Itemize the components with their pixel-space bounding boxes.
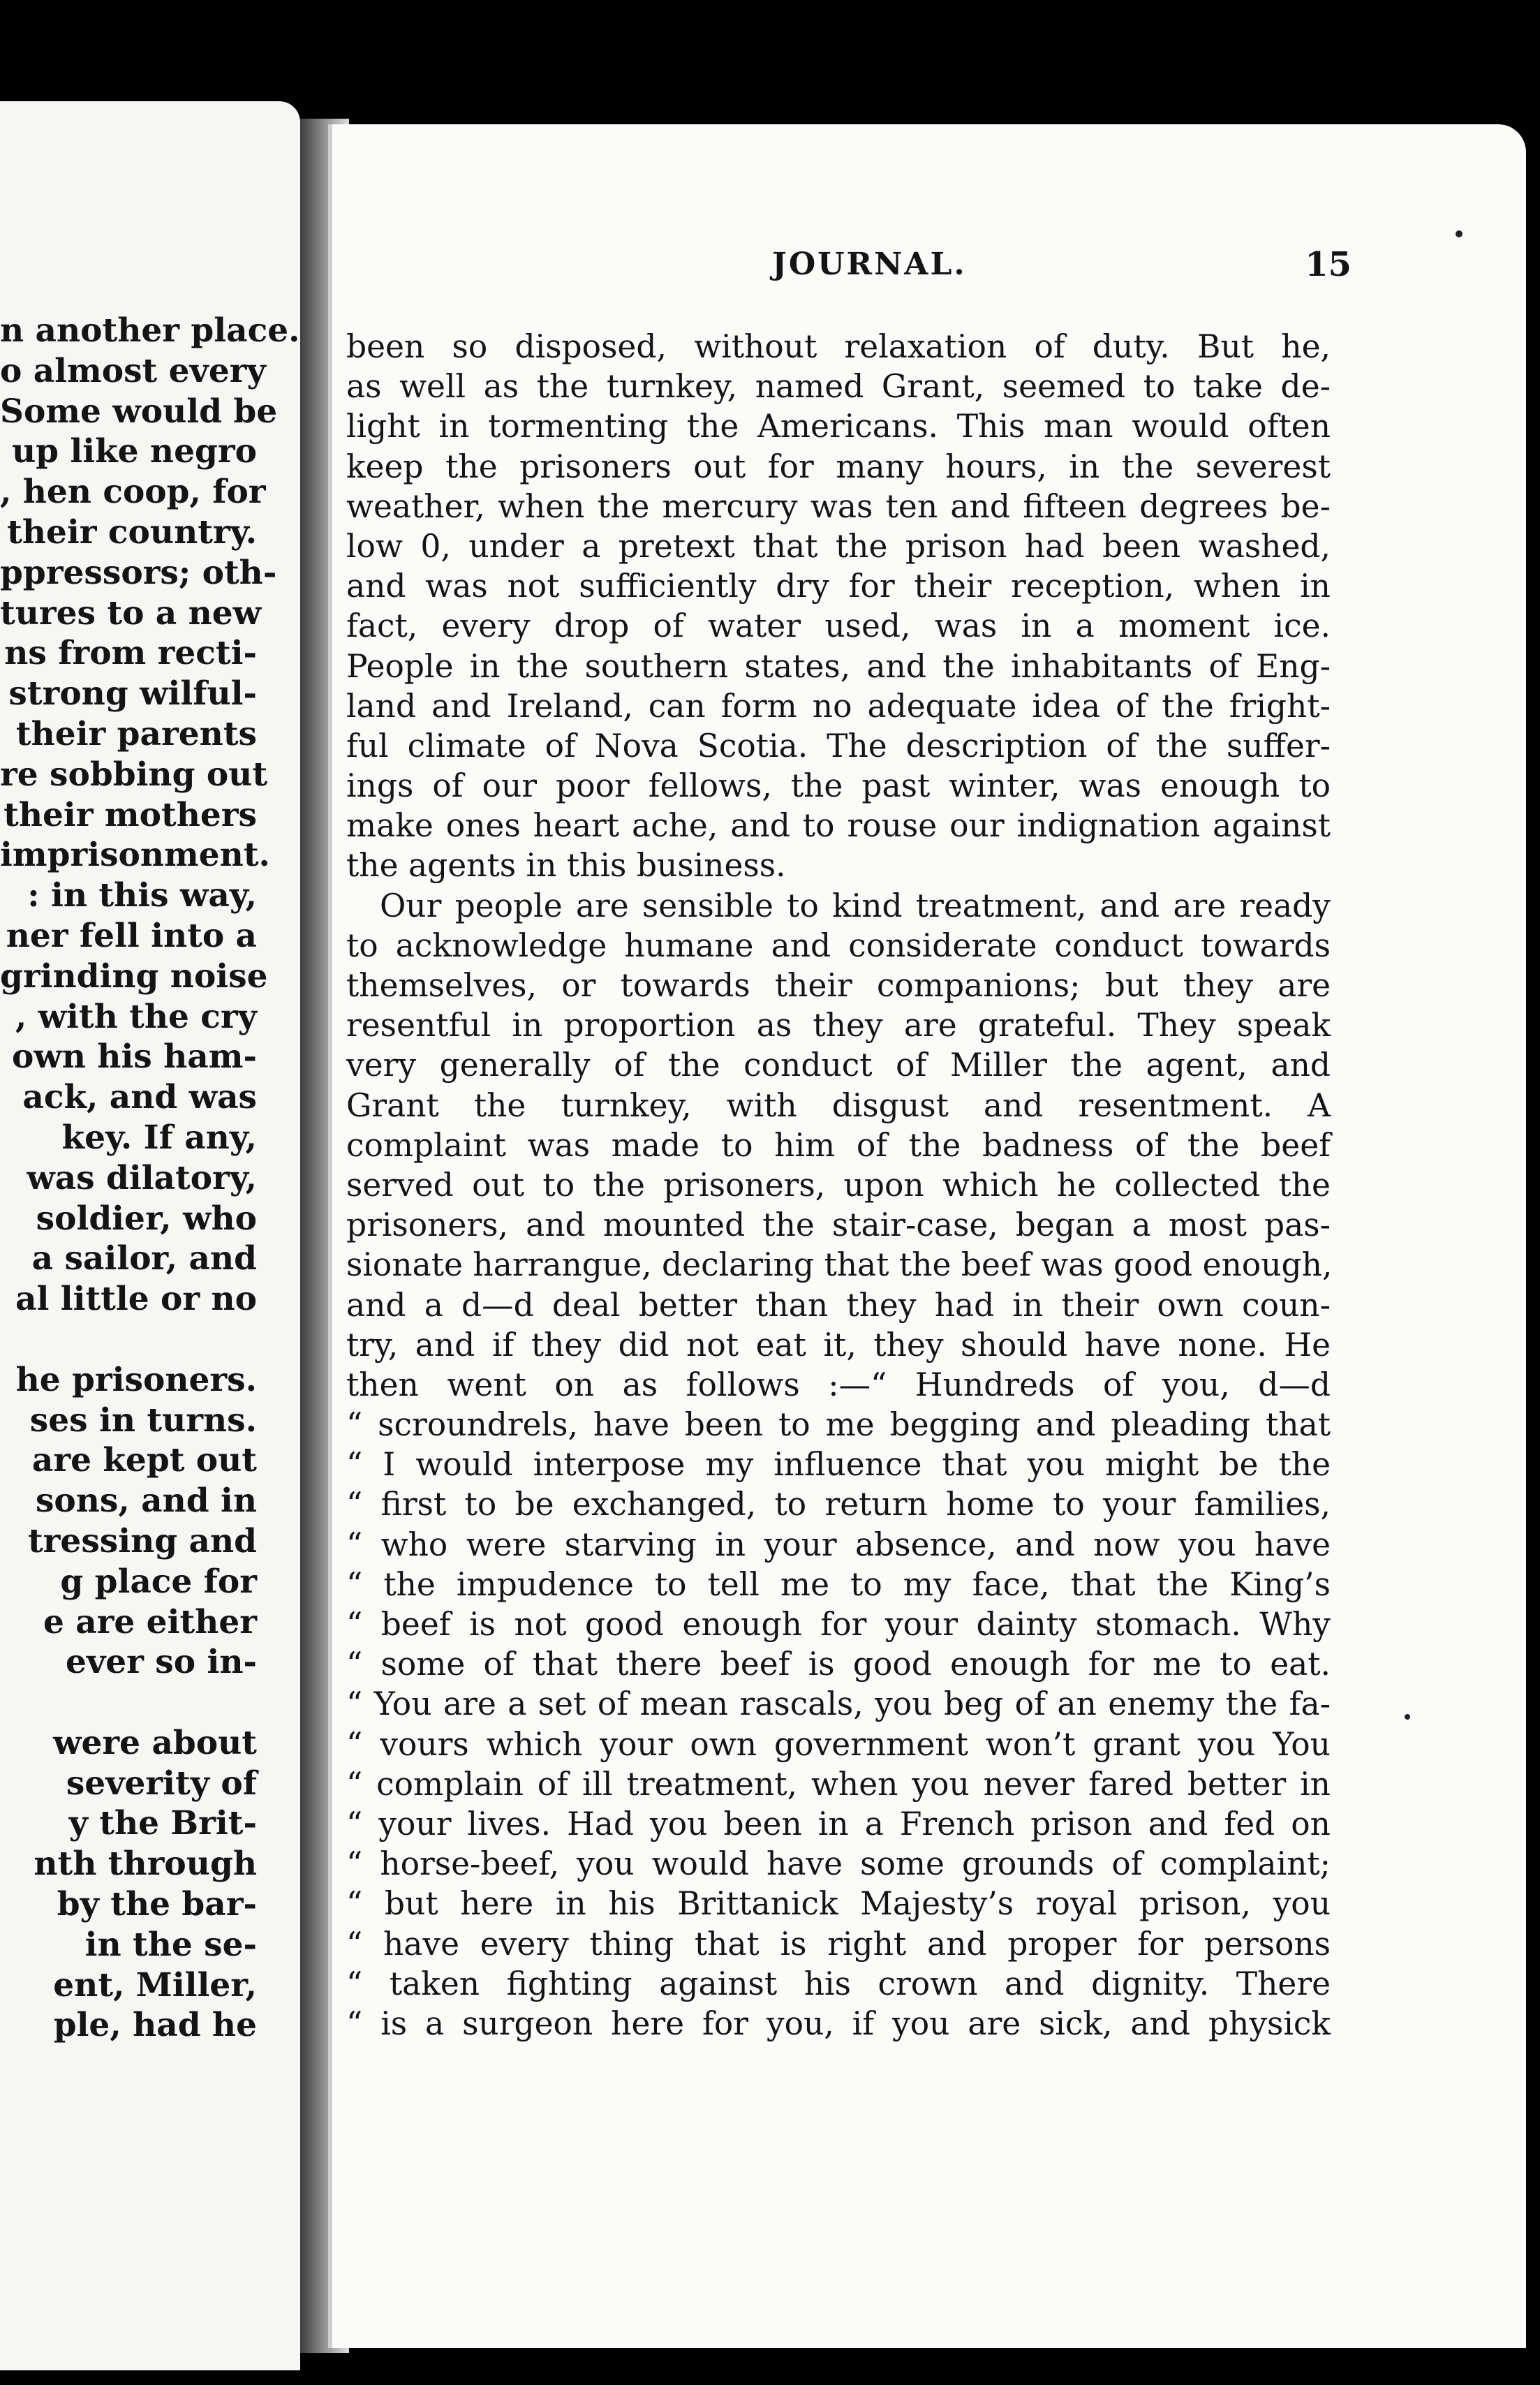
text-line: to acknowledge humane and considerate conduct towards (346, 926, 1331, 964)
left-page-line: are kept out (31, 1441, 257, 1480)
left-page-line: sons, and in (35, 1482, 257, 1521)
text-line: as well as the turnkey, named Grant, seemed to take de- (346, 368, 1331, 406)
text-line: and a d—d deal better than they had in their own coun- (346, 1286, 1331, 1324)
text-line: “ but here in his Brittanick Majesty’s royal prison, you (346, 1885, 1331, 1923)
left-page-line: a sailor, and (31, 1239, 257, 1278)
text-line: then went on as follows :—“ Hundreds of you, d—d (346, 1366, 1331, 1403)
text-line: “ your lives. Had you been in a French prison and fed on (346, 1805, 1331, 1843)
text-line: keep the prisoners out for many hours, in the severest (346, 448, 1331, 485)
text-line: “ have every thing that is right and proper for persons (346, 1925, 1331, 1963)
left-page-line: Some would be (0, 392, 278, 431)
left-page-line (0, 1683, 300, 1723)
text-line: complaint was made to him of the badness of the beef (346, 1126, 1331, 1164)
text-line: ful climate of Nova Scotia. The description of the suffer- (346, 727, 1331, 765)
left-page-line: ppressors; oth- (0, 553, 277, 592)
text-line: “ You are a set of mean rascals, you beg of an enemy the fa- (346, 1685, 1331, 1723)
text-line: “ horse-beef, you would have some grounds of complaint; (346, 1845, 1331, 1883)
left-page-line: severity of (66, 1764, 257, 1803)
text-line: fact, every drop of water used, was in a moment ice. (346, 607, 1331, 645)
page-number: 15 (1305, 245, 1352, 284)
text-line: “ vours which your own government won’t grant you You (346, 1725, 1331, 1763)
text-line: try, and if they did not eat it, they should have none. He (346, 1326, 1331, 1364)
text-line: very generally of the conduct of Miller the agent, and (346, 1047, 1331, 1084)
text-line: Grant the turnkey, with disgust and resentment. A (346, 1086, 1331, 1124)
left-page-line: , hen coop, for (0, 473, 266, 512)
right-page (328, 124, 1526, 2348)
text-line: “ some of that there beef is good enough for me to eat. (346, 1646, 1331, 1683)
text-line: make ones heart ache, and to rouse our indignation against (346, 807, 1331, 845)
left-page-line: own his ham- (11, 1038, 257, 1077)
text-line: “ beef is not good enough for your dainty stomach. Why (346, 1606, 1331, 1643)
text-line: themselves, or towards their companions; but they are (346, 967, 1331, 1004)
left-page-line: al little or no (15, 1280, 257, 1319)
left-page-line: ack, and was (22, 1078, 257, 1117)
text-line: the agents in this business. (346, 847, 786, 885)
left-page-line: grinding noise (0, 957, 268, 996)
left-page-line: ner fell into a (6, 916, 257, 955)
left-page-line: tressing and (27, 1521, 257, 1560)
text-line: sionate harrangue, declaring that the beef was good enough, (346, 1246, 1333, 1284)
text-line: low 0, under a pretext that the prison had been washed, (346, 527, 1331, 565)
left-page-line: key. If any, (61, 1118, 257, 1157)
left-page-line: by the bar- (57, 1885, 257, 1924)
left-page-line: was dilatory, (27, 1158, 257, 1197)
text-line: Our people are sensible to kind treatment, and are ready (380, 887, 1331, 924)
text-line: resentful in proportion as they are grateful. They speak (346, 1007, 1331, 1044)
left-page-line: their mothers (3, 795, 257, 834)
left-page-line: ple, had he (53, 2006, 257, 2045)
running-title: JOURNAL. (772, 246, 967, 282)
left-page-line: their country. (7, 512, 257, 552)
left-page-line (0, 1320, 300, 1360)
text-line: People in the southern states, and the inhabitants of Eng- (346, 647, 1331, 685)
left-page-line: g place for (60, 1562, 257, 1601)
left-page-line: n another place. (0, 311, 300, 350)
text-line: light in tormenting the Americans. This man would often (346, 408, 1331, 445)
speck-mark (1456, 230, 1463, 237)
left-page-line: their parents (15, 714, 257, 753)
left-page-line: o almost every (0, 351, 266, 390)
left-page-line: up like negro (12, 432, 257, 471)
left-page-line: e are either (43, 1602, 257, 1641)
text-line: served out to the prisoners, upon which he collected the (346, 1166, 1331, 1204)
left-page-line: ever so in- (66, 1643, 257, 1682)
text-line: land and Ireland, can form no adequate idea of the fright- (346, 687, 1331, 725)
text-line: “ first to be exchanged, to return home to your families, (346, 1486, 1331, 1523)
left-page-line: in the se- (84, 1925, 257, 1964)
text-line: “ I would interpose my influence that you might be the (346, 1446, 1331, 1484)
text-line: “ scroundrels, have been to me begging and pleading that (346, 1406, 1331, 1444)
text-line: “ is a surgeon here for you, if you are sick, and physick (346, 2004, 1331, 2042)
left-page-line: he prisoners. (15, 1360, 257, 1399)
text-line: weather, when the mercury was ten and fifteen degrees be- (346, 487, 1331, 525)
text-line: “ complain of ill treatment, when you never fared better in (346, 1765, 1331, 1803)
text-line: ings of our poor fellows, the past winter, was enough to (346, 767, 1331, 805)
left-page-line: were about (53, 1723, 257, 1762)
text-line: been so disposed, without relaxation of duty. But he, (346, 328, 1331, 365)
left-page-line: , with the cry (15, 997, 257, 1036)
left-page (0, 101, 300, 2370)
left-page-line: imprisonment. (0, 836, 270, 875)
page-header (332, 246, 1526, 288)
left-page-line: nth through (34, 1845, 257, 1884)
left-page-line: soldier, who (36, 1199, 257, 1238)
left-page-line: : in this way, (27, 876, 257, 915)
text-line: “ who were starving in your absence, and now you have (346, 1526, 1331, 1563)
left-page-text (0, 311, 300, 2046)
text-line: “ the impudence to tell me to my face, that the King’s (346, 1565, 1331, 1603)
left-page-line: tures to a new (0, 593, 262, 633)
left-page-line: y the Brit- (68, 1804, 257, 1843)
speck-mark (1405, 1714, 1410, 1720)
left-page-line: ns from recti- (4, 634, 257, 673)
body-text (346, 327, 1331, 2044)
text-line: prisoners, and mounted the stair-case, began a most pas- (346, 1206, 1331, 1244)
text-line: and was not sufficiently dry for their reception, when in (346, 568, 1331, 605)
left-page-line: re sobbing out (0, 755, 268, 794)
left-page-line: ent, Miller, (53, 1965, 257, 2004)
left-page-line: ses in turns. (29, 1401, 257, 1440)
left-page-line: strong wilful- (8, 674, 257, 714)
text-line: “ taken fighting against his crown and dignity. There (346, 1965, 1331, 2002)
